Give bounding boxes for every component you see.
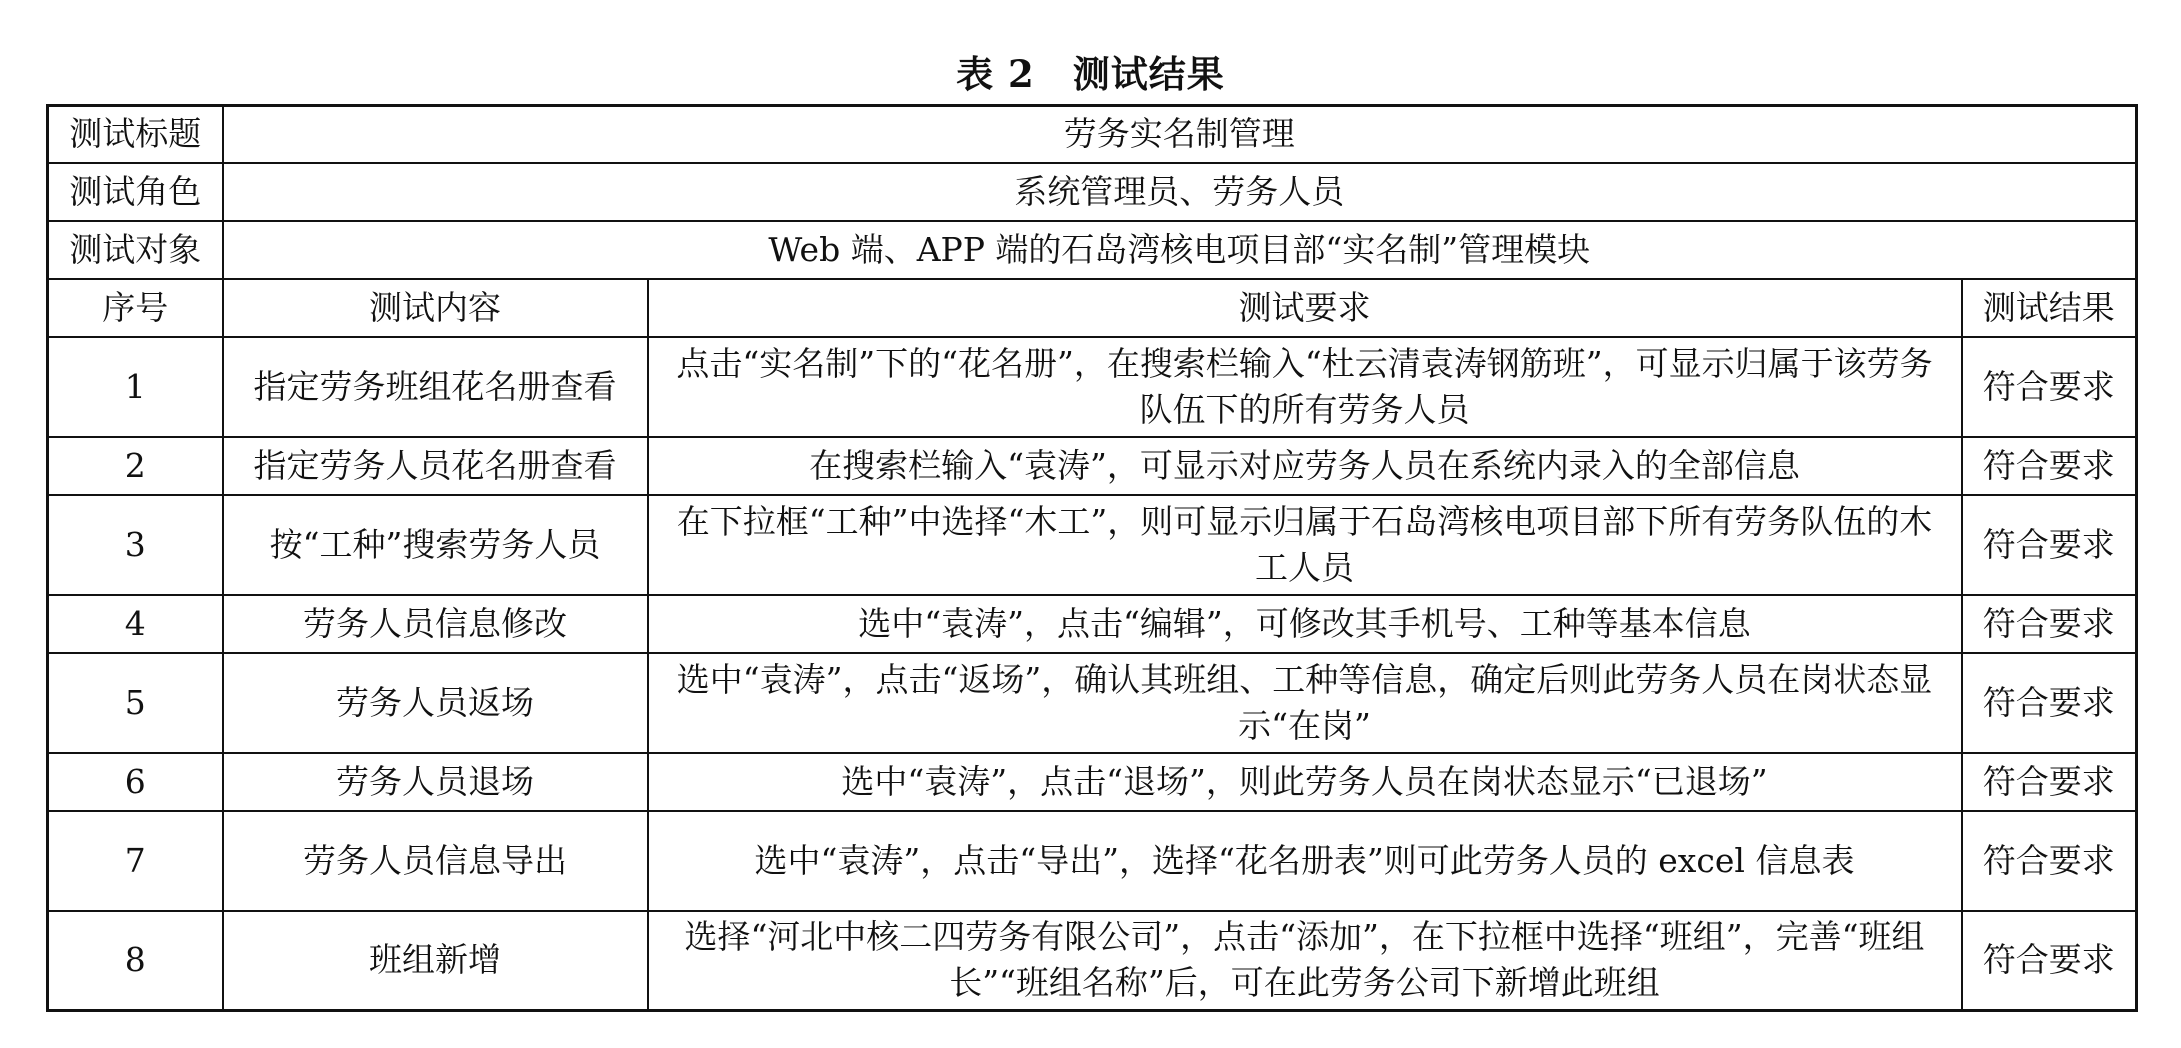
table-row	[48, 811, 2137, 911]
row-requirement: 在搜索栏输入“袁涛”，可显示对应劳务人员在系统内录入的全部信息	[648, 437, 1962, 495]
meta-row-object	[48, 221, 2137, 279]
row-no: 2	[48, 437, 223, 495]
row-result: 符合要求	[1962, 653, 2137, 753]
row-requirement: 选中“袁涛”，点击“导出”，选择“花名册表”则可此劳务人员的 excel 信息表	[648, 811, 1962, 911]
row-no: 1	[48, 337, 223, 437]
meta-label: 测试对象	[48, 221, 223, 279]
test-results-table	[46, 104, 2138, 1012]
row-content: 劳务人员返场	[223, 653, 648, 753]
row-no: 4	[48, 595, 223, 653]
meta-value: Web 端、APP 端的石岛湾核电项目部“实名制”管理模块	[223, 221, 2137, 279]
row-result: 符合要求	[1962, 811, 2137, 911]
row-no: 5	[48, 653, 223, 753]
meta-row-title	[48, 106, 2137, 163]
row-requirement: 点击“实名制”下的“花名册”，在搜索栏输入“杜云清袁涛钢筋班”，可显示归属于该劳务队伍下的所有劳务人员	[648, 337, 1962, 437]
meta-row-role	[48, 163, 2137, 221]
row-content: 指定劳务人员花名册查看	[223, 437, 648, 495]
row-requirement: 选中“袁涛”，点击“编辑”，可修改其手机号、工种等基本信息	[648, 595, 1962, 653]
table-row	[48, 495, 2137, 595]
header-row	[48, 279, 2137, 337]
meta-label: 测试标题	[48, 106, 223, 163]
table-row	[48, 753, 2137, 811]
row-requirement: 在下拉框“工种”中选择“木工”，则可显示归属于石岛湾核电项目部下所有劳务队伍的木工人员	[648, 495, 1962, 595]
meta-label: 测试角色	[48, 163, 223, 221]
row-requirement: 选择“河北中核二四劳务有限公司”，点击“添加”，在下拉框中选择“班组”，完善“班组长”“班组名称”后，可在此劳务公司下新增此班组	[648, 911, 1962, 1011]
row-result: 符合要求	[1962, 595, 2137, 653]
row-result: 符合要求	[1962, 911, 2137, 1011]
table-row	[48, 911, 2137, 1011]
row-content: 按“工种”搜索劳务人员	[223, 495, 648, 595]
table-row	[48, 595, 2137, 653]
header-cell-requirement: 测试要求	[648, 279, 1962, 337]
row-content: 劳务人员信息修改	[223, 595, 648, 653]
row-no: 8	[48, 911, 223, 1011]
row-requirement: 选中“袁涛”，点击“返场”，确认其班组、工种等信息，确定后则此劳务人员在岗状态显示“在岗”	[648, 653, 1962, 753]
row-content: 班组新增	[223, 911, 648, 1011]
table-row	[48, 437, 2137, 495]
row-no: 6	[48, 753, 223, 811]
row-result: 符合要求	[1962, 495, 2137, 595]
row-content: 指定劳务班组花名册查看	[223, 337, 648, 437]
row-content: 劳务人员退场	[223, 753, 648, 811]
meta-value: 系统管理员、劳务人员	[223, 163, 2137, 221]
row-content: 劳务人员信息导出	[223, 811, 648, 911]
header-cell-result: 测试结果	[1962, 279, 2137, 337]
row-no: 7	[48, 811, 223, 911]
row-result: 符合要求	[1962, 753, 2137, 811]
meta-value: 劳务实名制管理	[223, 106, 2137, 163]
header-cell-no: 序号	[48, 279, 223, 337]
table-row	[48, 653, 2137, 753]
row-requirement: 选中“袁涛”，点击“退场”，则此劳务人员在岗状态显示“已退场”	[648, 753, 1962, 811]
row-no: 3	[48, 495, 223, 595]
table-row	[48, 337, 2137, 437]
header-cell-content: 测试内容	[223, 279, 648, 337]
row-result: 符合要求	[1962, 337, 2137, 437]
table-caption: 表 2 测试结果	[956, 52, 1225, 96]
row-result: 符合要求	[1962, 437, 2137, 495]
